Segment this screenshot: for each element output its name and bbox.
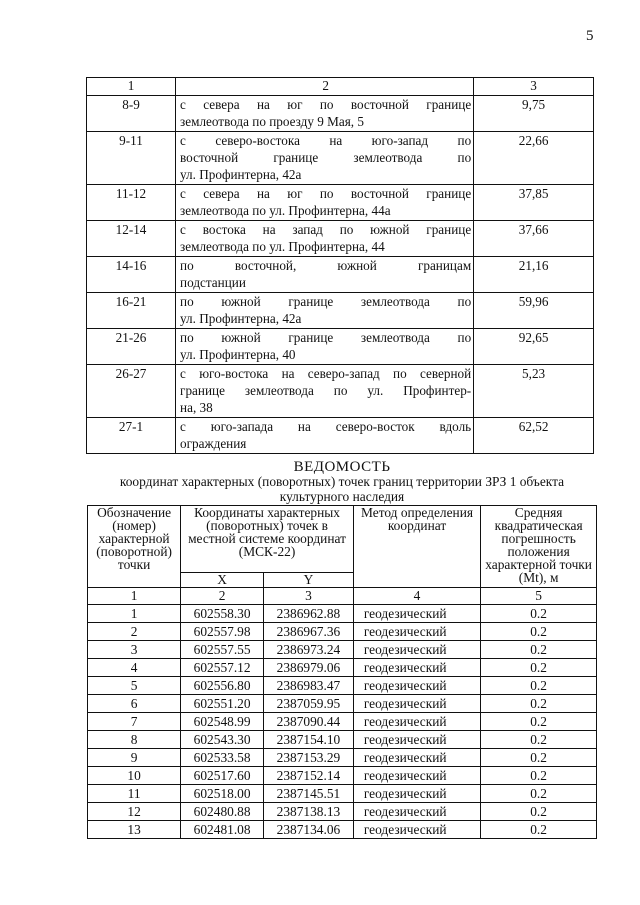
description-line: с юго-запада на северо-восток вдоль: [180, 419, 472, 434]
error-cell: 0.2: [481, 731, 597, 749]
error-cell: 0.2: [481, 695, 597, 713]
table1-row: [87, 329, 594, 365]
col-number-5: 5: [481, 588, 597, 605]
coordinate-row: [88, 713, 597, 731]
point-number-cell: 2: [88, 623, 181, 641]
point-number-cell: 8: [88, 731, 181, 749]
method-cell: геодезический: [353, 713, 480, 731]
description-cell: [176, 132, 474, 185]
y-coordinate-cell: 2387059.95: [264, 695, 354, 713]
x-coordinate-cell: 602518.00: [181, 785, 264, 803]
method-cell: геодезический: [353, 695, 480, 713]
description-line: землеотвода по проезду 9 Мая, 5: [180, 114, 364, 129]
x-coordinate-cell: 602481.08: [181, 821, 264, 839]
error-cell: 0.2: [481, 605, 597, 623]
x-coordinate-cell: 602557.55: [181, 641, 264, 659]
length-cell: 5,23: [474, 365, 594, 418]
y-coordinate-cell: 2387145.51: [264, 785, 354, 803]
table1-header-col1: 1: [87, 78, 176, 96]
point-number-cell: 1: [88, 605, 181, 623]
description-cell: [176, 221, 474, 257]
y-coordinate-cell: 2387138.13: [264, 803, 354, 821]
method-cell: геодезический: [353, 605, 480, 623]
description-line: по южной границе землеотвода по: [180, 330, 472, 345]
description-line: землеотвода по ул. Профинтерна, 44а: [180, 203, 391, 218]
y-coordinate-cell: 2386967.36: [264, 623, 354, 641]
length-cell: 62,52: [474, 418, 594, 454]
table1-row: [87, 365, 594, 418]
coordinates-table: [87, 505, 597, 839]
y-coordinate-cell: 2386979.06: [264, 659, 354, 677]
x-coordinate-cell: 602533.58: [181, 749, 264, 767]
segment-cell: 9-11: [87, 132, 176, 185]
point-number-cell: 5: [88, 677, 181, 695]
description-line: по южной границе землеотвода по: [180, 294, 472, 309]
coordinate-row: [88, 785, 597, 803]
statement-subtitle-line2: культурного наследия: [279, 489, 405, 504]
method-cell: геодезический: [353, 749, 480, 767]
y-coordinate-cell: 2386973.24: [264, 641, 354, 659]
description-cell: [176, 96, 474, 132]
table2-header-row: [88, 506, 597, 573]
description-cell: [176, 365, 474, 418]
method-cell: геодезический: [353, 767, 480, 785]
method-cell: геодезический: [353, 731, 480, 749]
x-coordinate-cell: 602557.12: [181, 659, 264, 677]
x-coordinate-cell: 602543.30: [181, 731, 264, 749]
error-cell: 0.2: [481, 803, 597, 821]
y-coordinate-cell: 2387090.44: [264, 713, 354, 731]
x-coordinate-cell: 602557.98: [181, 623, 264, 641]
point-number-cell: 11: [88, 785, 181, 803]
point-number-cell: 7: [88, 713, 181, 731]
x-header: X: [181, 573, 264, 588]
description-line: с юго-востока на северо-запад по северной: [180, 366, 472, 381]
y-coordinate-cell: 2387153.29: [264, 749, 354, 767]
segment-cell: 21-26: [87, 329, 176, 365]
description-line: ул. Профинтерна, 42а: [180, 167, 302, 182]
table1-row: [87, 96, 594, 132]
point-number-cell: 3: [88, 641, 181, 659]
description-line: с севера на юг по восточной границе: [180, 97, 472, 112]
method-cell: геодезический: [353, 821, 480, 839]
description-cell: [176, 418, 474, 454]
segment-cell: 16-21: [87, 293, 176, 329]
error-cell: 0.2: [481, 641, 597, 659]
description-line: ограждения: [180, 436, 247, 451]
page-number: 5: [586, 28, 594, 44]
segment-cell: 14-16: [87, 257, 176, 293]
table1-row: [87, 418, 594, 454]
point-number-cell: 10: [88, 767, 181, 785]
description-line: восточной границе землеотвода по: [180, 150, 472, 165]
error-cell: 0.2: [481, 785, 597, 803]
table1-header-col3: 3: [474, 78, 594, 96]
description-line: с востока на запад по южной границе: [180, 222, 472, 237]
description-line: ул. Профинтерна, 42а: [180, 311, 302, 326]
table2-body: [88, 605, 597, 839]
length-cell: 9,75: [474, 96, 594, 132]
table1-body: [87, 96, 594, 454]
y-coordinate-cell: 2387154.10: [264, 731, 354, 749]
description-cell: [176, 185, 474, 221]
description-line: по восточной, южной границам: [180, 258, 472, 273]
description-line: с северо-востока на юго-запад по: [180, 133, 472, 148]
y-coordinate-cell: 2386962.88: [264, 605, 354, 623]
point-number-cell: 4: [88, 659, 181, 677]
segment-cell: 27-1: [87, 418, 176, 454]
method-cell: геодезический: [353, 641, 480, 659]
x-coordinate-cell: 602517.60: [181, 767, 264, 785]
length-cell: 21,16: [474, 257, 594, 293]
table1-row: [87, 185, 594, 221]
method-cell: геодезический: [353, 623, 480, 641]
description-line: на, 38: [180, 400, 213, 415]
description-line: землеотвода по ул. Профинтерна, 44: [180, 239, 385, 254]
x-coordinate-cell: 602556.80: [181, 677, 264, 695]
table1-row: [87, 257, 594, 293]
coordinate-row: [88, 695, 597, 713]
point-number-cell: 13: [88, 821, 181, 839]
coordinate-row: [88, 677, 597, 695]
table1-row: [87, 221, 594, 257]
point-number-cell: 9: [88, 749, 181, 767]
length-cell: 22,66: [474, 132, 594, 185]
table1-header-col2: 2: [176, 78, 474, 96]
x-coordinate-cell: 602551.20: [181, 695, 264, 713]
length-cell: 37,66: [474, 221, 594, 257]
col-number-4: 4: [353, 588, 480, 605]
coordinate-row: [88, 641, 597, 659]
coordinate-row: [88, 821, 597, 839]
segment-cell: 11-12: [87, 185, 176, 221]
error-cell: 0.2: [481, 623, 597, 641]
error-header: Средняя квадратическая погрешность положения характерной точки (Mt), м: [481, 506, 597, 588]
point-number-cell: 12: [88, 803, 181, 821]
coordinate-row: [88, 749, 597, 767]
y-header: Y: [264, 573, 354, 588]
point-number-cell: 6: [88, 695, 181, 713]
length-cell: 59,96: [474, 293, 594, 329]
y-coordinate-cell: 2386983.47: [264, 677, 354, 695]
description-cell: [176, 293, 474, 329]
segment-cell: 8-9: [87, 96, 176, 132]
col-number-3: 3: [264, 588, 354, 605]
statement-subtitle-line1: координат характерных (поворотных) точек границ территории ЗРЗ 1 объекта: [119, 474, 565, 489]
method-cell: геодезический: [353, 803, 480, 821]
x-coordinate-cell: 602548.99: [181, 713, 264, 731]
description-cell: [176, 329, 474, 365]
coordinate-row: [88, 659, 597, 677]
col-number-1: 1: [88, 588, 181, 605]
description-line: ул. Профинтерна, 40: [180, 347, 296, 362]
col-number-2: 2: [181, 588, 264, 605]
table2-column-numbers-row: [88, 588, 597, 605]
coordinate-row: [88, 623, 597, 641]
coordinate-row: [88, 605, 597, 623]
error-cell: 0.2: [481, 749, 597, 767]
y-coordinate-cell: 2387134.06: [264, 821, 354, 839]
coordinate-row: [88, 731, 597, 749]
boundary-description-table: [86, 77, 594, 454]
x-coordinate-cell: 602480.88: [181, 803, 264, 821]
table1-header-row: [87, 78, 594, 96]
error-cell: 0.2: [481, 713, 597, 731]
method-cell: геодезический: [353, 659, 480, 677]
coordinate-row: [88, 767, 597, 785]
x-coordinate-cell: 602558.30: [181, 605, 264, 623]
error-cell: 0.2: [481, 821, 597, 839]
designation-header: Обозначение (номер) характерной (поворотной) точки: [88, 506, 181, 588]
error-cell: 0.2: [481, 677, 597, 695]
description-line: с севера на юг по восточной границе: [180, 186, 472, 201]
table1-row: [87, 293, 594, 329]
error-cell: 0.2: [481, 767, 597, 785]
y-coordinate-cell: 2387152.14: [264, 767, 354, 785]
description-line: границе землеотвода по ул. Профинтер-: [180, 383, 472, 398]
method-cell: геодезический: [353, 677, 480, 695]
length-cell: 92,65: [474, 329, 594, 365]
table1-row: [87, 132, 594, 185]
length-cell: 37,85: [474, 185, 594, 221]
segment-cell: 12-14: [87, 221, 176, 257]
method-header: Метод определения координат: [353, 506, 480, 588]
coordinate-row: [88, 803, 597, 821]
error-cell: 0.2: [481, 659, 597, 677]
statement-title: ВЕДОМОСТЬ: [293, 459, 391, 475]
description-cell: [176, 257, 474, 293]
description-line: подстанции: [180, 275, 246, 290]
method-cell: геодезический: [353, 785, 480, 803]
coordinates-header: Координаты характерных (поворотных) точек в местной системе координат (МСК-22): [181, 506, 354, 573]
segment-cell: 26-27: [87, 365, 176, 418]
